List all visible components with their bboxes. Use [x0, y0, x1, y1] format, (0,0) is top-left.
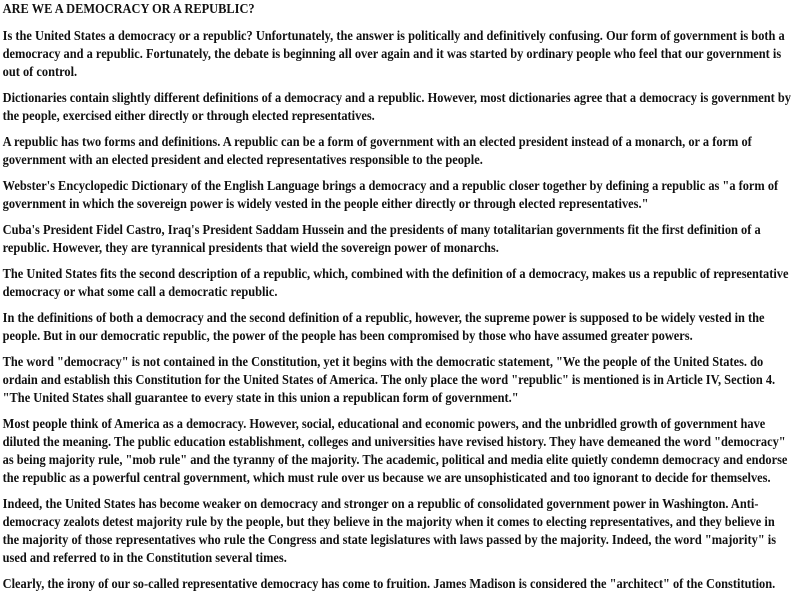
- paragraph: Clearly, the irony of our so-called representative democracy has come to fruition. James Madison is considered the "architect" of the Constitution.: [2, 577, 776, 592]
- paragraph: A republic has two forms and definitions. A republic can be a form of government with an elected president instead of a monarch, or a form of government with an elected president and elected representatives responsible to the people.: [2, 135, 752, 168]
- article-title: ARE WE A DEMOCRACY OR A REPUBLIC?: [2, 2, 255, 17]
- paragraph: Most people think of America as a democracy. However, social, educational and economic powers, and the unbridled growth of government have diluted the meaning. The public education establishment, colleges and universities have revised history. They have demeaned the word "democracy" as being majority rule, "mob rule" and the tyranny of the majority. The academic, political and media elite quietly condemn democracy and endorse the republic as a powerful central government, which must rule over us because we are unsophisticated and too ignorant to decide for themselves.: [2, 417, 788, 486]
- paragraph: Dictionaries contain slightly different definitions of a democracy and a republic. However, most dictionaries agree that a democracy is government by the people, exercised either directly or through elected representatives.: [2, 91, 791, 124]
- paragraph: In the definitions of both a democracy and the second definition of a republic, however, the supreme power is supposed to be widely vested in the people. But in our democratic republic, the power of the people has been compromised by those who have assumed greater powers.: [2, 311, 765, 344]
- paragraph: The word "democracy" is not contained in the Constitution, yet it begins with the democratic statement, "We the people of the United States. do ordain and establish this Constitution for the United States of America. The only place the word "republic" is mentioned is in Article IV, Section 4. "The United States shall guarantee to every state in this union a republican form of government.": [2, 355, 776, 406]
- paragraph: Cuba's President Fidel Castro, Iraq's President Saddam Hussein and the presidents of many totalitarian governments fit the first definition of a republic. However, they are tyrannical presidents that wield the sovereign power of monarchs.: [2, 223, 761, 256]
- paragraph: The United States fits the second description of a republic, which, combined with the definition of a democracy, makes us a republic of representative democracy or what some call a democratic republic.: [2, 267, 789, 300]
- paragraph: Indeed, the United States has become weaker on democracy and stronger on a republic of consolidated government power in Washington. Anti-democracy zealots detest majority rule by the people, but they believe in the majority when it comes to electing representatives, and they believe in the majority of those representatives who rule the Congress and state legislatures with laws passed by the majority. Indeed, the word "majority" is used and referred to in the Constitution several times.: [2, 497, 777, 566]
- paragraph: Webster's Encyclopedic Dictionary of the English Language brings a democracy and a republic closer together by defining a republic as "a form of government in which the sovereign power is widely vested in the people either directly or through elected representatives.": [2, 179, 779, 212]
- paragraph: Is the United States a democracy or a republic? Unfortunately, the answer is politically and definitively confusing. Our form of government is both a democracy and a republic. Fortunately, the debate is beginning all over again and it was started by ordinary people who feel that our government is out of control.: [2, 29, 785, 80]
